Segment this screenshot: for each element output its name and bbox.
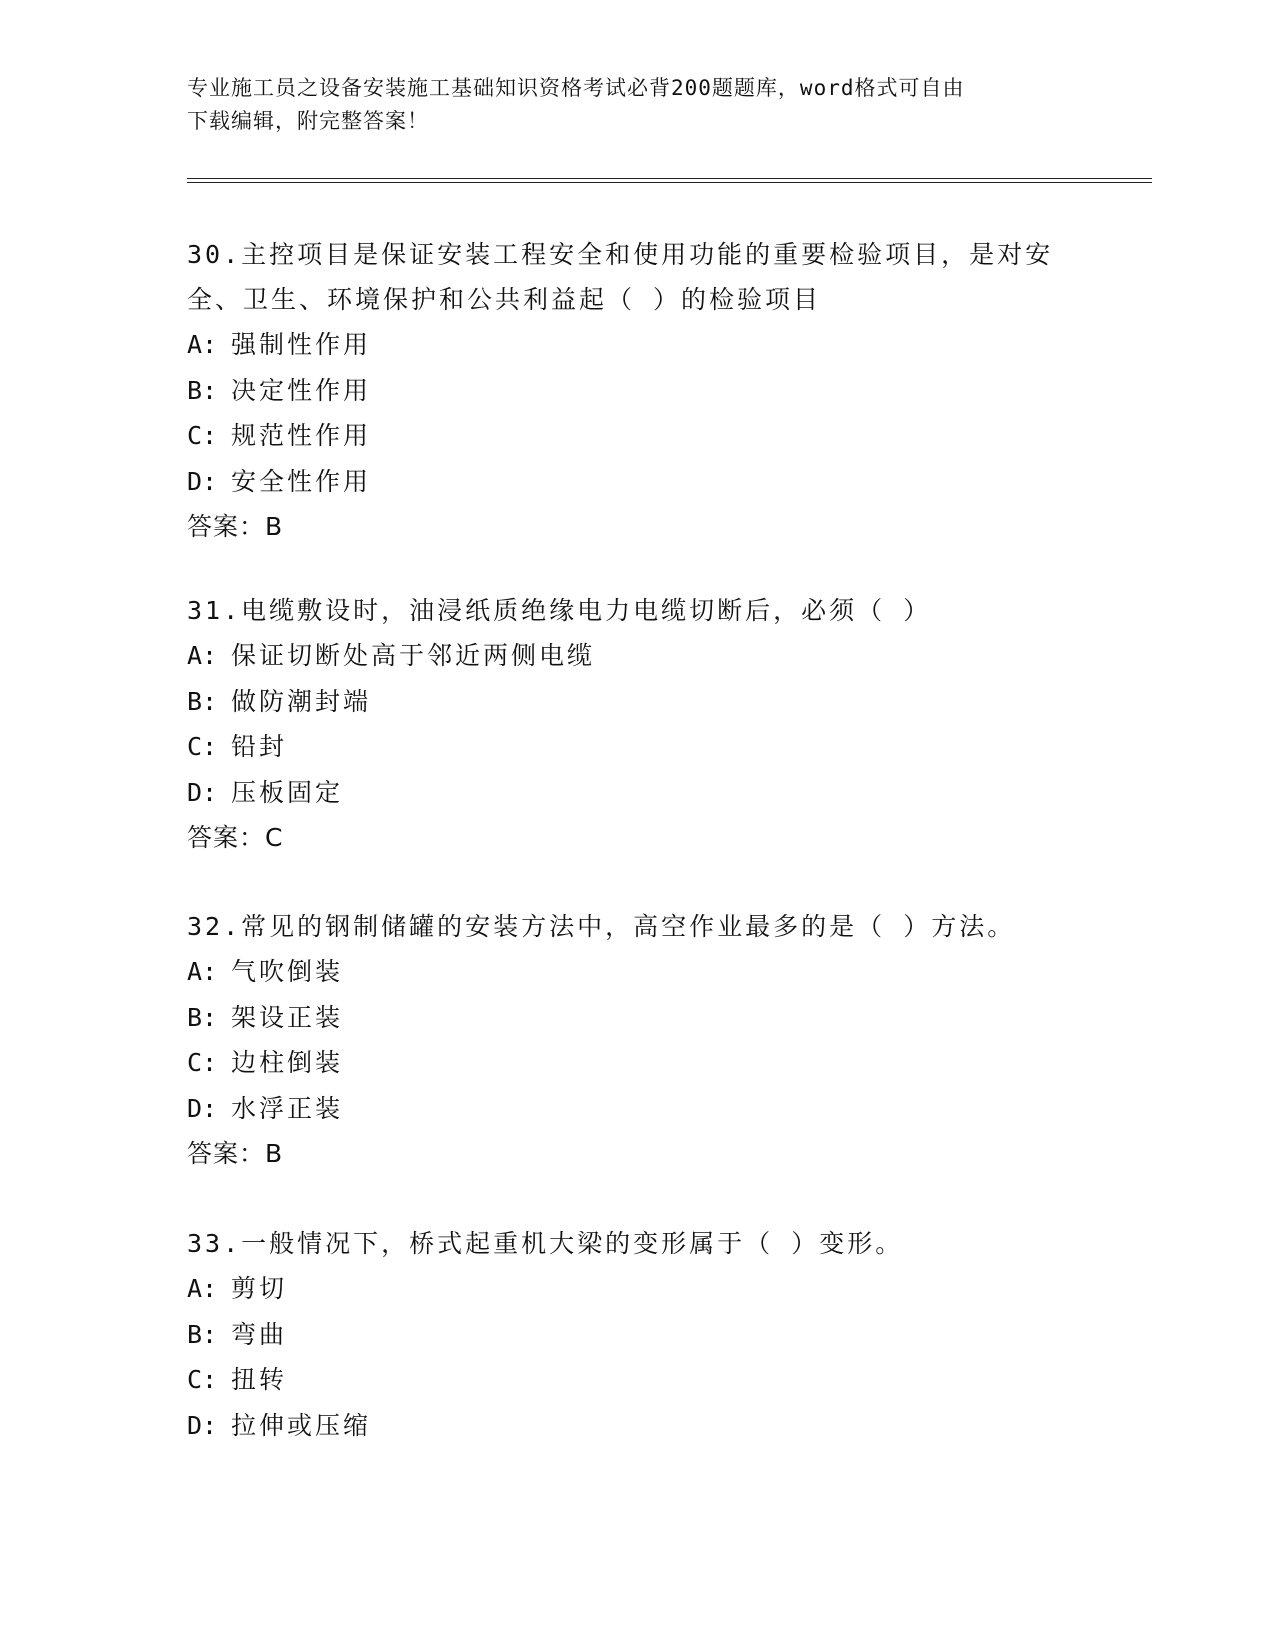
option-text: 强制性作用 <box>231 330 372 359</box>
option-c <box>187 1357 1087 1403</box>
option-text: 架设正装 <box>231 1002 344 1032</box>
header-line-2: 下载编辑，附完整答案！ <box>187 109 429 133</box>
option-text: 保证切断处高于邻近两侧电缆 <box>231 641 596 670</box>
option-label: D: <box>187 1093 218 1123</box>
option-label: D: <box>187 777 218 807</box>
header-divider-bottom <box>187 182 1152 183</box>
option-b <box>187 368 1087 414</box>
header-line-1: 专业施工员之设备安装施工基础知识资格考试必背200题题库，word格式可自由 <box>187 76 965 100</box>
option-text: 边柱倒装 <box>231 1048 344 1077</box>
option-label: B: <box>187 375 218 405</box>
answer-line: 答案：C <box>187 823 284 852</box>
option-c <box>187 724 1087 770</box>
option-text: 剪切 <box>231 1274 288 1303</box>
option-text: 规范性作用 <box>231 421 372 450</box>
option-a <box>187 633 1087 679</box>
question-stem-line-2: 全、卫生、环境保护和公共利益起（ ）的检验项目 <box>187 285 822 314</box>
option-text: 铅封 <box>231 732 288 761</box>
option-c <box>187 1040 1087 1086</box>
option-a <box>187 1266 1087 1312</box>
option-label: C: <box>187 1365 218 1394</box>
option-label: B: <box>187 1002 218 1032</box>
option-label: A: <box>187 957 218 986</box>
option-a <box>187 322 1087 368</box>
option-label: B: <box>187 1319 218 1349</box>
option-label: D: <box>187 466 218 496</box>
option-label: C: <box>187 1048 218 1077</box>
question-32 <box>187 904 1087 1177</box>
question-stem-line-1: 33.一般情况下，桥式起重机大梁的变形属于（ ）变形。 <box>187 1229 904 1258</box>
option-text: 决定性作用 <box>231 375 372 405</box>
option-text: 安全性作用 <box>231 466 372 496</box>
option-text: 弯曲 <box>231 1319 288 1349</box>
option-b <box>187 995 1087 1041</box>
option-d <box>187 459 1087 505</box>
question-stem-line-1: 30.主控项目是保证安装工程安全和使用功能的重要检验项目，是对安 <box>187 240 1054 269</box>
option-label: A: <box>187 330 218 359</box>
option-label: D: <box>187 1410 218 1440</box>
option-d <box>187 770 1087 816</box>
document-header <box>187 72 1067 138</box>
option-text: 压板固定 <box>231 777 344 807</box>
option-d <box>187 1403 1087 1449</box>
option-text: 水浮正装 <box>231 1093 344 1123</box>
question-30 <box>187 232 1087 550</box>
answer-line: 答案：B <box>187 1139 284 1168</box>
option-b <box>187 1312 1087 1358</box>
option-label: A: <box>187 1274 218 1303</box>
option-label: C: <box>187 732 218 761</box>
question-stem-line-1: 31.电缆敷设时，油浸纸质绝缘电力电缆切断后，必须（ ） <box>187 596 932 625</box>
option-text: 气吹倒装 <box>231 957 344 986</box>
option-label: C: <box>187 421 218 450</box>
option-c <box>187 413 1087 459</box>
option-text: 扭转 <box>231 1365 288 1394</box>
header-divider-top <box>187 178 1152 179</box>
question-31 <box>187 588 1087 861</box>
question-33 <box>187 1221 1087 1448</box>
option-text: 做防潮封端 <box>231 686 372 716</box>
option-a <box>187 949 1087 995</box>
option-label: A: <box>187 641 218 670</box>
option-b <box>187 679 1087 725</box>
option-text: 拉伸或压缩 <box>231 1410 372 1440</box>
option-label: B: <box>187 686 218 716</box>
option-d <box>187 1086 1087 1132</box>
question-stem-line-1: 32.常见的钢制储罐的安装方法中，高空作业最多的是（ ）方法。 <box>187 912 1016 941</box>
answer-line: 答案：B <box>187 512 284 541</box>
